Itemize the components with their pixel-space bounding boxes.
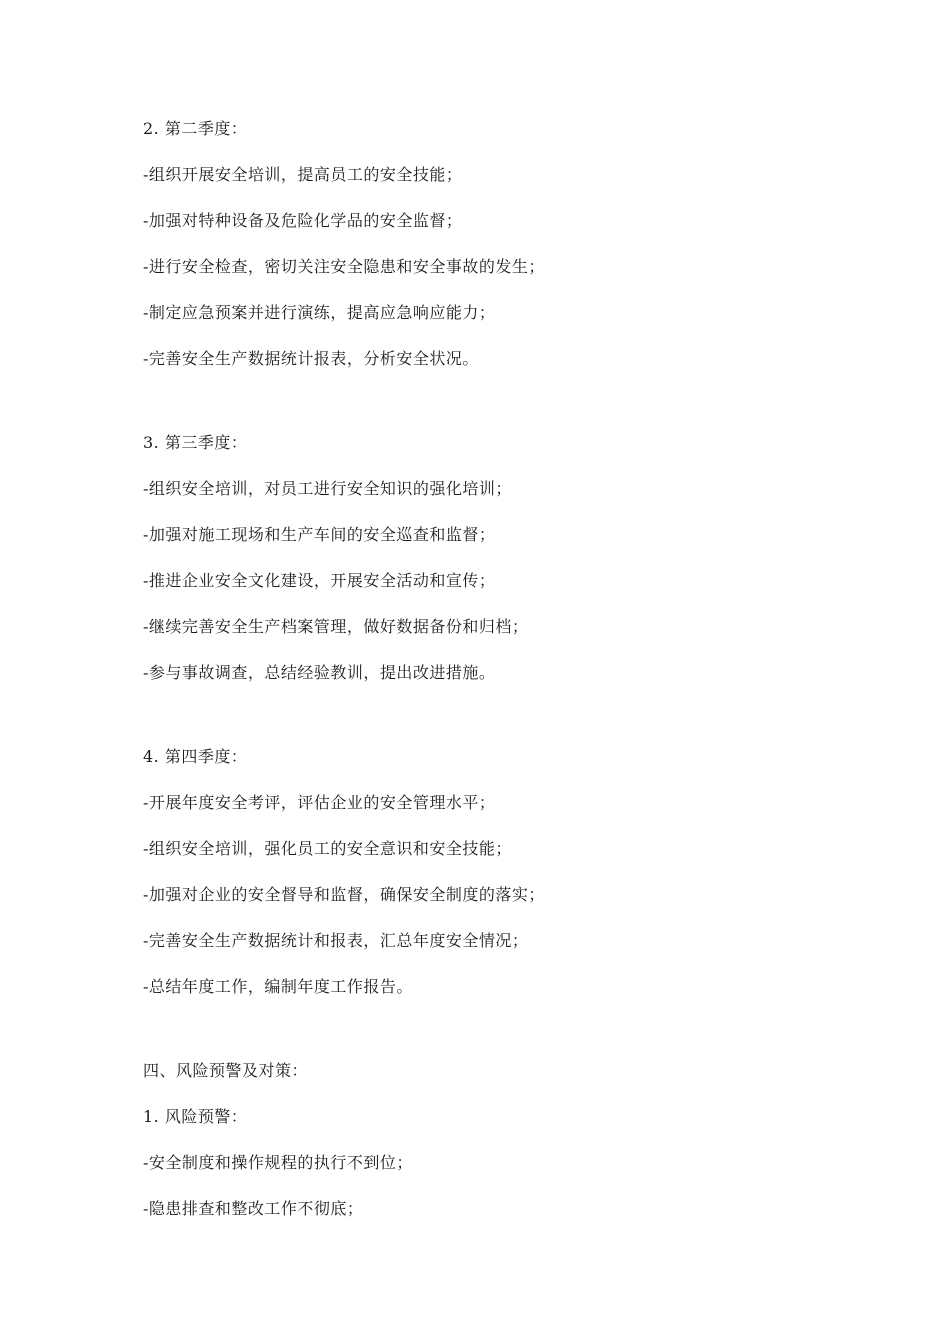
list-item: -推进企业安全文化建设，开展安全活动和宣传； (143, 571, 496, 590)
list-item: -参与事故调查，总结经验教训，提出改进措施。 (143, 663, 496, 682)
list-item: -继续完善安全生产档案管理，做好数据备份和归档； (143, 617, 529, 636)
list-item: -安全制度和操作规程的执行不到位； (143, 1153, 413, 1172)
chapter-heading-risk: 四、风险预警及对策： (143, 1061, 309, 1080)
section-heading-q4: 4. 第四季度： (143, 747, 248, 766)
list-item: -组织开展安全培训，提高员工的安全技能； (143, 165, 463, 184)
list-item: -进行安全检查，密切关注安全隐患和安全事故的发生； (143, 257, 545, 276)
list-item: -组织安全培训，强化员工的安全意识和安全技能； (143, 839, 512, 858)
list-item: -加强对企业的安全督导和监督，确保安全制度的落实； (143, 885, 545, 904)
section-heading-risk-warning: 1. 风险预警： (143, 1107, 248, 1126)
list-item: -隐患排查和整改工作不彻底； (143, 1199, 364, 1218)
list-item: -加强对施工现场和生产车间的安全巡查和监督； (143, 525, 496, 544)
section-heading-q3: 3. 第三季度： (143, 433, 248, 452)
section-heading-q2: 2. 第二季度： (143, 119, 248, 138)
list-item: -加强对特种设备及危险化学品的安全监督； (143, 211, 463, 230)
list-item: -完善安全生产数据统计报表，分析安全状况。 (143, 349, 479, 368)
list-item: -开展年度安全考评，评估企业的安全管理水平； (143, 793, 496, 812)
list-item: -组织安全培训，对员工进行安全知识的强化培训； (143, 479, 512, 498)
list-item: -总结年度工作，编制年度工作报告。 (143, 977, 413, 996)
list-item: -完善安全生产数据统计和报表，汇总年度安全情况； (143, 931, 529, 950)
list-item: -制定应急预案并进行演练，提高应急响应能力； (143, 303, 496, 322)
